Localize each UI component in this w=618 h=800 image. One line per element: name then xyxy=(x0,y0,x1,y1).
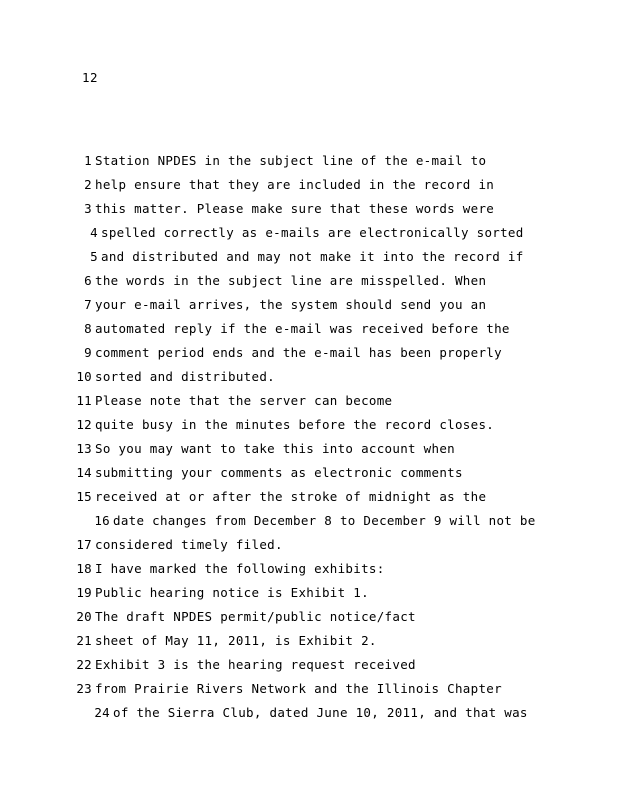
line-text: comment period ends and the e-mail has been properly xyxy=(95,345,502,360)
line-number: 9 xyxy=(84,345,92,360)
transcript-body xyxy=(0,152,618,728)
line-number: 20 xyxy=(76,609,92,624)
transcript-line xyxy=(0,392,618,416)
line-number: 2 xyxy=(84,177,92,192)
transcript-line xyxy=(0,152,618,176)
line-text: help ensure that they are included in the record in xyxy=(95,177,495,192)
page-number: 12 xyxy=(82,70,99,85)
transcript-line xyxy=(0,344,618,368)
line-text: Public hearing notice is Exhibit 1. xyxy=(95,585,369,600)
line-number: 1 xyxy=(84,153,92,168)
line-number: 23 xyxy=(76,681,92,696)
line-text: of the Sierra Club, dated June 10, 2011, and that was xyxy=(113,705,528,720)
transcript-line xyxy=(0,680,618,704)
line-text: the words in the subject line are misspelled. When xyxy=(95,273,487,288)
transcript-line xyxy=(0,440,618,464)
line-text: I have marked the following exhibits: xyxy=(95,561,385,576)
line-number: 14 xyxy=(76,465,92,480)
line-text: sheet of May 11, 2011, is Exhibit 2. xyxy=(95,633,377,648)
transcript-line xyxy=(0,320,618,344)
line-text: your e-mail arrives, the system should send you an xyxy=(95,297,487,312)
line-text: Station NPDES in the subject line of the e-mail to xyxy=(95,153,487,168)
transcript-line xyxy=(0,584,618,608)
transcript-line xyxy=(0,272,618,296)
line-number: 5 xyxy=(90,249,98,264)
line-number: 19 xyxy=(76,585,92,600)
transcript-line xyxy=(0,608,618,632)
line-text: spelled correctly as e-mails are electronically sorted xyxy=(101,225,524,240)
line-text: Exhibit 3 is the hearing request received xyxy=(95,657,416,672)
transcript-line xyxy=(0,176,618,200)
line-text: Please note that the server can become xyxy=(95,393,393,408)
line-number: 16 xyxy=(94,513,110,528)
line-text: So you may want to take this into account when xyxy=(95,441,455,456)
line-text: automated reply if the e-mail was received before the xyxy=(95,321,510,336)
line-number: 13 xyxy=(76,441,92,456)
transcript-line xyxy=(0,464,618,488)
line-number: 12 xyxy=(76,417,92,432)
line-number: 21 xyxy=(76,633,92,648)
line-text: The draft NPDES permit/public notice/fact xyxy=(95,609,416,624)
line-number: 6 xyxy=(84,273,92,288)
line-number: 15 xyxy=(76,489,92,504)
line-number: 17 xyxy=(76,537,92,552)
line-number: 11 xyxy=(76,393,92,408)
transcript-line xyxy=(0,704,618,728)
transcript-line xyxy=(0,224,618,248)
transcript-line xyxy=(0,656,618,680)
transcript-line xyxy=(0,560,618,584)
transcript-line xyxy=(0,296,618,320)
transcript-line xyxy=(0,632,618,656)
line-number: 24 xyxy=(94,705,110,720)
transcript-line xyxy=(0,368,618,392)
transcript-line xyxy=(0,200,618,224)
line-text: from Prairie Rivers Network and the Illinois Chapter xyxy=(95,681,502,696)
line-number: 3 xyxy=(84,201,92,216)
line-number: 10 xyxy=(76,369,92,384)
line-text: quite busy in the minutes before the record closes. xyxy=(95,417,495,432)
line-number: 7 xyxy=(84,297,92,312)
transcript-line xyxy=(0,512,618,536)
line-text: considered timely filed. xyxy=(95,537,283,552)
line-text: this matter. Please make sure that these words were xyxy=(95,201,495,216)
line-number: 8 xyxy=(84,321,92,336)
line-number: 22 xyxy=(76,657,92,672)
line-number: 18 xyxy=(76,561,92,576)
line-text: received at or after the stroke of midnight as the xyxy=(95,489,487,504)
line-number: 4 xyxy=(90,225,98,240)
line-text: sorted and distributed. xyxy=(95,369,275,384)
line-text: date changes from December 8 to December 9 will not be xyxy=(113,513,536,528)
line-text: and distributed and may not make it into the record if xyxy=(101,249,524,264)
line-text: submitting your comments as electronic comments xyxy=(95,465,463,480)
transcript-line xyxy=(0,416,618,440)
transcript-line xyxy=(0,536,618,560)
transcript-line xyxy=(0,248,618,272)
transcript-line xyxy=(0,488,618,512)
